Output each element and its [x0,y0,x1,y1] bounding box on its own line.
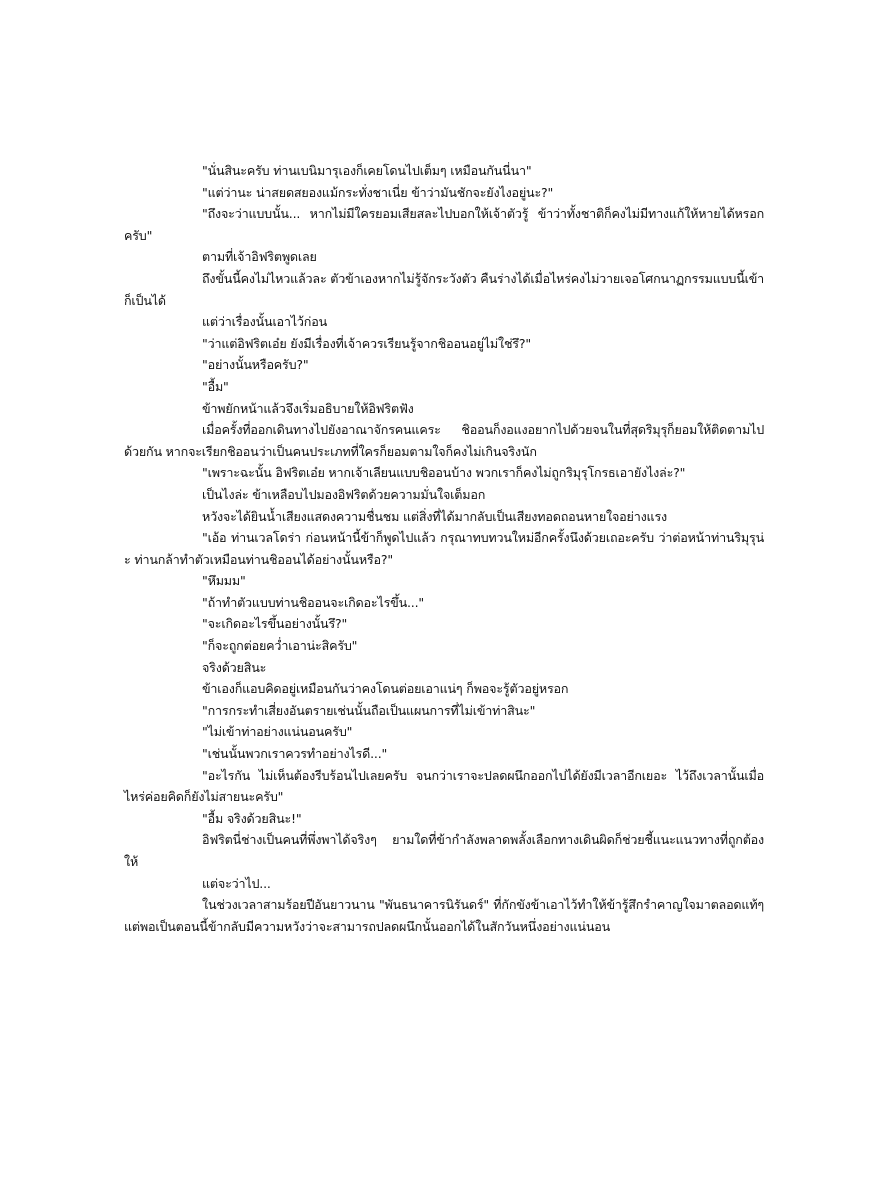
paragraph: หวังจะได้ยินน้ำเสียงแสดงความชื่นชม แต่สิ่งที่ได้มากลับเป็นเสียงทอดถอนหายใจอย่างแรง [202,508,667,524]
paragraph: "ถ้าทำตัวแบบท่านชิออนจะเกิดอะไรขึ้น..." [202,594,424,610]
paragraph: เป็นไงล่ะ ข้าเหลือบไปมองอิฟริตด้วยความมั่นใจเต็มอก [202,486,486,502]
paragraph: "หึมมม" [202,573,246,589]
paragraph: "จะเกิดอะไรขึ้นอย่างนั้นรึ?" [202,616,348,632]
paragraph: "เอ้อ ท่านเวลโดร่า ก่อนหน้านี้ข้าก็พูดไปแล้ว กรุณาทบทวนใหม่อีกครั้งนึงด้วยเถอะครับ ว่าต่อหน้าท่านริมุรุน่ะ ท่านกล้าทำตัวเหมือนท่านชิออนได้อย่างนั้นหรือ?" [124,530,764,567]
paragraph: "ถึงจะว่าแบบนั้น... หากไม่มีใครยอมเสียสละไปบอกให้เจ้าตัวรู้ ข้าว่าทั้งชาติก็คงไม่มีทางแก้ให้หายได้หรอกครับ" [124,206,764,243]
paragraph: "ไม่เข้าท่าอย่างแน่นอนครับ" [202,724,353,740]
paragraph: "แต่ว่านะ น่าสยดสยองแม้กระทั่งชาเนี่ย ข้าว่ามันชักจะยังไงอยู่นะ?" [202,184,554,200]
paragraph: ในช่วงเวลาสามร้อยปีอันยาวนาน "พันธนาคารนิรันดร์" ที่กักขังข้าเอาไว้ทำให้ข้ารู้สึกรำคาญใจมาตลอดแท้ๆ แต่พอเป็นตอนนี้ข้ากลับมีความหวังว่าจะสามารถปลดผนึกนั้นออกได้ในสักวันหนึ่งอย่างแน่นอน [124,897,764,934]
paragraph: ข้าพยักหน้าแล้วจึงเริ่มอธิบายให้อิฟริตฟัง [202,400,414,416]
paragraph: อิฟริตนี่ช่างเป็นคนที่พึ่งพาได้จริงๆ ยามใดที่ข้ากำลังพลาดพลั้งเลือกทางเดินผิดก็ช่วยชี้แนะแนวทางที่ถูกต้องให้ [124,832,764,869]
paragraph: จริงด้วยสินะ [202,659,267,675]
paragraph: "ว่าแต่อิฟริตเอ๋ย ยังมีเรื่องที่เจ้าควรเรียนรู้จากชิออนอยู่ไม่ใช่รึ?" [202,335,531,351]
paragraph: ตามที่เจ้าอิฟริตพูดเลย [202,249,317,265]
paragraph: "เช่นนั้นพวกเราควรทำอย่างไรดี..." [202,746,388,762]
paragraph: "นั่นสินะครับ ท่านเบนิมารุเองก็เคยโดนไปเต็มๆ เหมือนกันนี่นา" [202,163,532,178]
paragraph: ถึงขั้นนี้คงไม่ไหวแล้วละ ตัวข้าเองหากไม่รู้จักระวังตัว คืนร่างได้เมื่อไหร่คงไม่วายเจอโศกนาฏกรรมแบบนี้เข้าก็เป็นได้ [124,270,765,308]
paragraph: เมื่อครั้งที่ออกเดินทางไปยังอาณาจักรคนแคระ ชิออนก็งอแงอยากไปด้วยจนในที่สุดริมุรุก็ยอมให้ติดตามไปด้วยกัน หากจะเรียกชิออนว่าเป็นคนประเภทที่ใครก็ยอมตามใจก็คงไม่เกินจริงนัก [124,422,764,459]
body-text [124,160,764,937]
paragraph: "ก็จะถูกต่อยคว่ำเอาน่ะสิครับ" [202,638,358,654]
paragraph: "การกระทำเสี่ยงอันตรายเช่นนั้นถือเป็นแผนการที่ไม่เข้าท่าสินะ" [202,702,536,718]
paragraph: "อื้ม" [202,378,229,394]
paragraph: "อื้ม จริงด้วยสินะ!" [202,810,302,826]
paragraph: แต่ว่าเรื่องนั้นเอาไว้ก่อน [202,314,327,330]
paragraph: "อย่างนั้นหรือครับ?" [202,357,309,373]
paragraph: แต่จะว่าไป... [202,875,271,891]
paragraph: "เพราะฉะนั้น อิฟริตเอ๋ย หากเจ้าเลียนแบบชิออนบ้าง พวกเราก็คงไม่ถูกริมุรุโกรธเอายังไงล่ะ?" [202,465,686,481]
paragraph: ข้าเองก็แอบคิดอยู่เหมือนกันว่าคงโดนต่อยเอาแน่ๆ ก็พอจะรู้ตัวอยู่หรอก [202,681,569,697]
paragraph: "อะไรกัน ไม่เห็นต้องรีบร้อนไปเลยครับ จนกว่าเราจะปลดผนึกออกไปได้ยังมีเวลาอีกเยอะ ไว้ถึงเวลานั้นเมื่อไหร่ค่อยคิดก็ยังไม่สายนะครับ" [124,767,764,805]
